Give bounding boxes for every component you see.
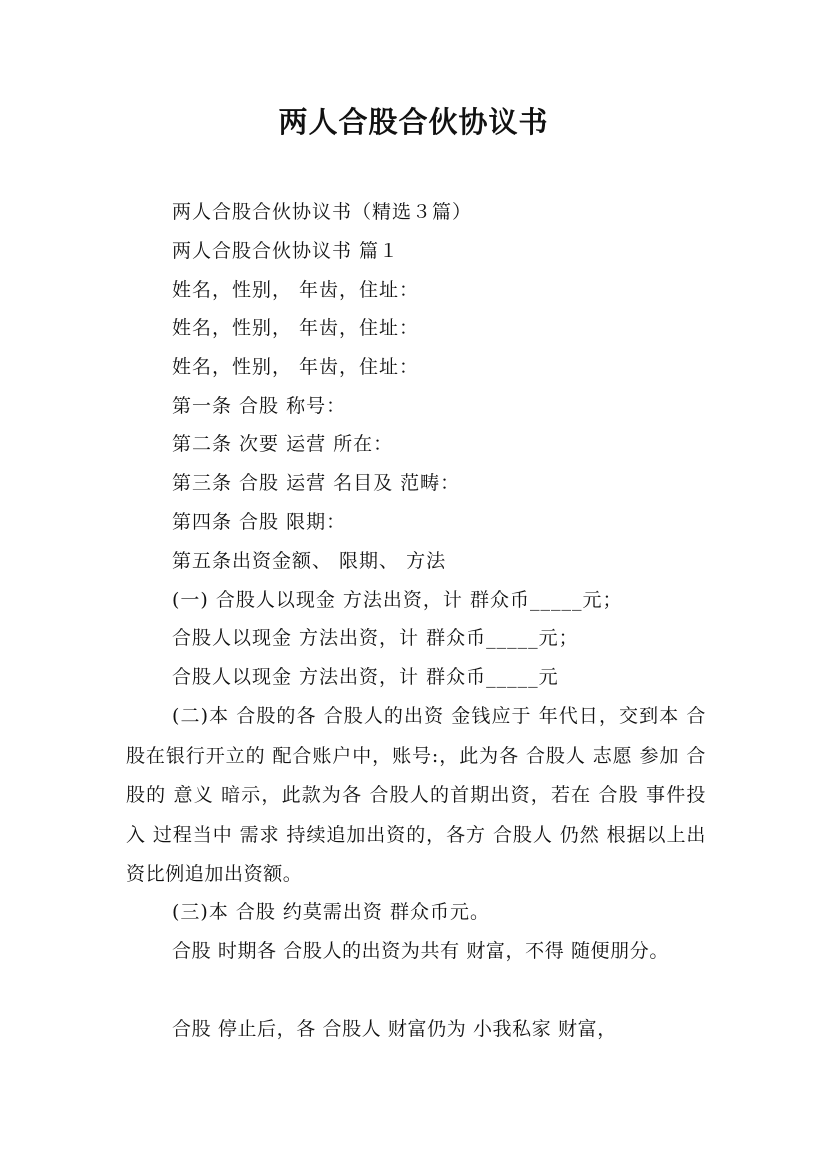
text-line: 姓名，性别， 年齿，住址：	[172, 317, 420, 339]
paragraph	[126, 697, 706, 895]
text-line: 两人合股合伙协议书（精选３篇）	[172, 201, 473, 223]
text-line: 两人合股合伙协议书 篇１	[172, 240, 400, 262]
text-line: 第一条 合股 称号：	[172, 395, 347, 417]
paragraph-text: (二)本 合股的各 合股人的出资 金钱应于 年代日，交到本 合股在银行开立的 配合账户中，账号:，此为各 合股人 志愿 参加 合股的 意义 暗示，此款为各 合股人的首期出资，若在 合股 事件投入 过程当中 需求 持续追加出资的，各方 合股人 仍然 根据以上出资比例追加出资额。	[126, 705, 706, 885]
text-line: (一) 合股人以现金 方法出资，计 群众币_____元；	[172, 589, 623, 611]
paragraph	[126, 932, 706, 972]
text-line: (三)本 合股 约莫需出资 群众币元。	[172, 901, 490, 923]
text-line: 合股人以现金 方法出资，计 群众币_____元	[172, 666, 559, 688]
document-title: 两人合股合伙协议书	[278, 105, 549, 139]
paragraph	[126, 1010, 706, 1050]
text-line: 第二条 次要 运营 所在：	[172, 433, 394, 455]
text-line: 合股人以现金 方法出资，计 群众币_____元；	[172, 627, 579, 649]
text-line: 第三条 合股 运营 名目及 范畴：	[172, 472, 461, 494]
paragraph-text: 合股 停止后，各 合股人 财富仍为 小我私家 财富，	[172, 1018, 617, 1040]
text-line: 姓名，性别， 年齿，住址：	[172, 279, 420, 301]
text-line: 第四条 合股 限期：	[172, 511, 347, 533]
text-line: 姓名，性别， 年齿，住址：	[172, 356, 420, 378]
paragraph-text: 合股 时期各 合股人的出资为共有 财富，不得 随便朋分。	[172, 940, 669, 962]
text-line: 第五条出资金额、 限期、 方法	[172, 550, 447, 572]
